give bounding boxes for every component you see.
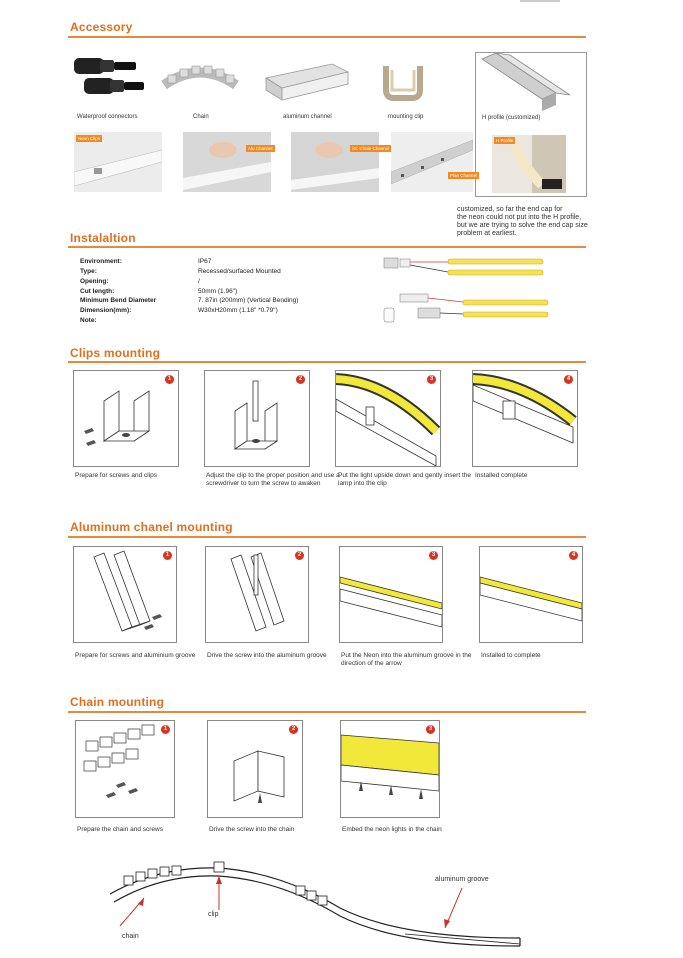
accessory-title: Accessory (70, 20, 133, 34)
chain-diagram-label-clip: clip (208, 911, 219, 918)
clips-step-2 (204, 370, 310, 467)
chain-step-3-number: 3 (426, 725, 435, 734)
spec-key-7: Note: (80, 317, 97, 324)
aluminum-channel-image (262, 58, 352, 103)
accessory-label-5: H profile (customized) (482, 115, 541, 121)
clips-step-2-number: 2 (296, 375, 305, 384)
clips-step-3-number: 3 (427, 375, 436, 384)
spec-key-4: Cut length: (80, 288, 115, 295)
accessory-label-2: Chain (193, 114, 209, 120)
accessory-note-2: the neon could not put into the H profile, (457, 214, 582, 221)
accessory-note-1: customized, so far the end cap for (457, 206, 563, 213)
accessory-rule (68, 36, 586, 38)
clips-step-2-caption: Adjust the clip to the proper position and use a screwdriver to turn the screw to awaken (206, 472, 340, 487)
accessory-note-4: problem at earliest. (457, 230, 517, 237)
clips-rule (68, 361, 586, 363)
spec-key-5: Minimum Bend Diameter (80, 297, 157, 304)
spec-key-6: Dimension(mm): (80, 307, 132, 314)
chain-diagram (100, 852, 540, 952)
aluminum-step-4-caption: Installed to complete (481, 652, 541, 659)
photo-tag-4: Plan Channel (450, 173, 478, 178)
spec-value-4: 50mm (1.96") (198, 288, 238, 295)
clips-step-4-number: 4 (564, 375, 573, 384)
photo-tag-2: Alu Channel (248, 146, 273, 151)
plan-channel-photo (391, 132, 473, 192)
wiring-diagram (378, 250, 553, 336)
clips-step-3-caption: Put the light upside down and gently insert the lamp into the clip (338, 472, 471, 487)
aluminum-step-4 (479, 546, 583, 643)
aluminum-step-1-caption: Prepare for screws and aluminium groove (75, 652, 196, 659)
accessory-label-4: mounting clip (388, 114, 424, 120)
aluminum-step-2-number: 2 (295, 551, 304, 560)
chain-channel-photo (291, 132, 379, 192)
clips-step-4 (472, 370, 578, 467)
spec-value-5: 7. 87in (200mm) (Vertical Bending) (198, 297, 299, 304)
chain-image (160, 55, 240, 100)
aluminum-step-3-number: 3 (429, 551, 438, 560)
spec-key-3: Opening: (80, 278, 109, 285)
chain-title: Chain mounting (70, 695, 165, 709)
chain-step-1-number: 1 (161, 725, 170, 734)
clips-step-3 (335, 370, 441, 467)
aluminum-step-2-caption: Drive the screw into the aluminum groove (207, 652, 327, 659)
spec-value-1: IP67 (198, 258, 212, 265)
aluminum-step-3 (339, 546, 443, 643)
photo-tag-1: Neon Clips (78, 136, 101, 141)
spec-key-2: Type: (80, 268, 97, 275)
chain-step-3 (340, 720, 440, 818)
aluminum-step-1-number: 1 (163, 551, 172, 560)
h-profile-card (475, 52, 587, 197)
aluminum-rule (68, 536, 586, 538)
accessory-label-1: Waterproof connectors (77, 114, 138, 120)
installation-rule (68, 246, 586, 248)
mounting-clip-image (378, 60, 428, 105)
aluminum-step-2 (205, 546, 309, 643)
chain-step-1-caption: Prepare the chain and screws (77, 826, 163, 833)
alu-channel-photo (183, 132, 271, 192)
clips-step-1 (73, 370, 179, 467)
chain-step-2-number: 2 (289, 725, 298, 734)
chain-step-2-caption: Drive the screw into the chain (209, 826, 295, 833)
waterproof-connectors-image (70, 48, 150, 108)
accessory-note-3: but we are trying to solve the end cap size (457, 222, 588, 229)
aluminum-step-4-number: 4 (569, 551, 578, 560)
clips-title: Clips mounting (70, 346, 161, 360)
chain-rule (68, 711, 586, 713)
chain-diagram-label-chain: chain (122, 933, 139, 940)
aluminum-step-3-caption: Put the Neon into the aluminum groove in the direction of the arrow (341, 652, 472, 667)
aluminum-title: Aluminum chanel mounting (70, 520, 233, 534)
clips-step-1-caption: Prepare for screws and clips (75, 472, 158, 479)
header-mark (520, 0, 560, 2)
photo-tag-5: H Profile (496, 138, 514, 143)
clips-step-1-number: 1 (165, 375, 174, 384)
spec-value-2: Recessed/surfaced Mounted (198, 268, 281, 275)
spec-key-1: Environment: (80, 258, 122, 265)
chain-step-1 (75, 720, 175, 818)
chain-step-2 (207, 720, 303, 818)
photo-tag-3: SC Chain Channel (352, 146, 390, 151)
chain-diagram-label-groove: aluminum groove (435, 876, 489, 883)
installation-title: Instalaltion (70, 231, 136, 245)
chain-step-3-caption: Embed the neon lights in the chain (342, 826, 442, 833)
aluminum-step-1 (73, 546, 177, 643)
clips-step-4-caption: Installed complete (475, 472, 528, 479)
spec-value-3: / (198, 278, 200, 285)
spec-value-6: W30xH20mm (1.18" *0.79") (198, 307, 278, 314)
accessory-label-3: aluminum channel (283, 114, 332, 120)
